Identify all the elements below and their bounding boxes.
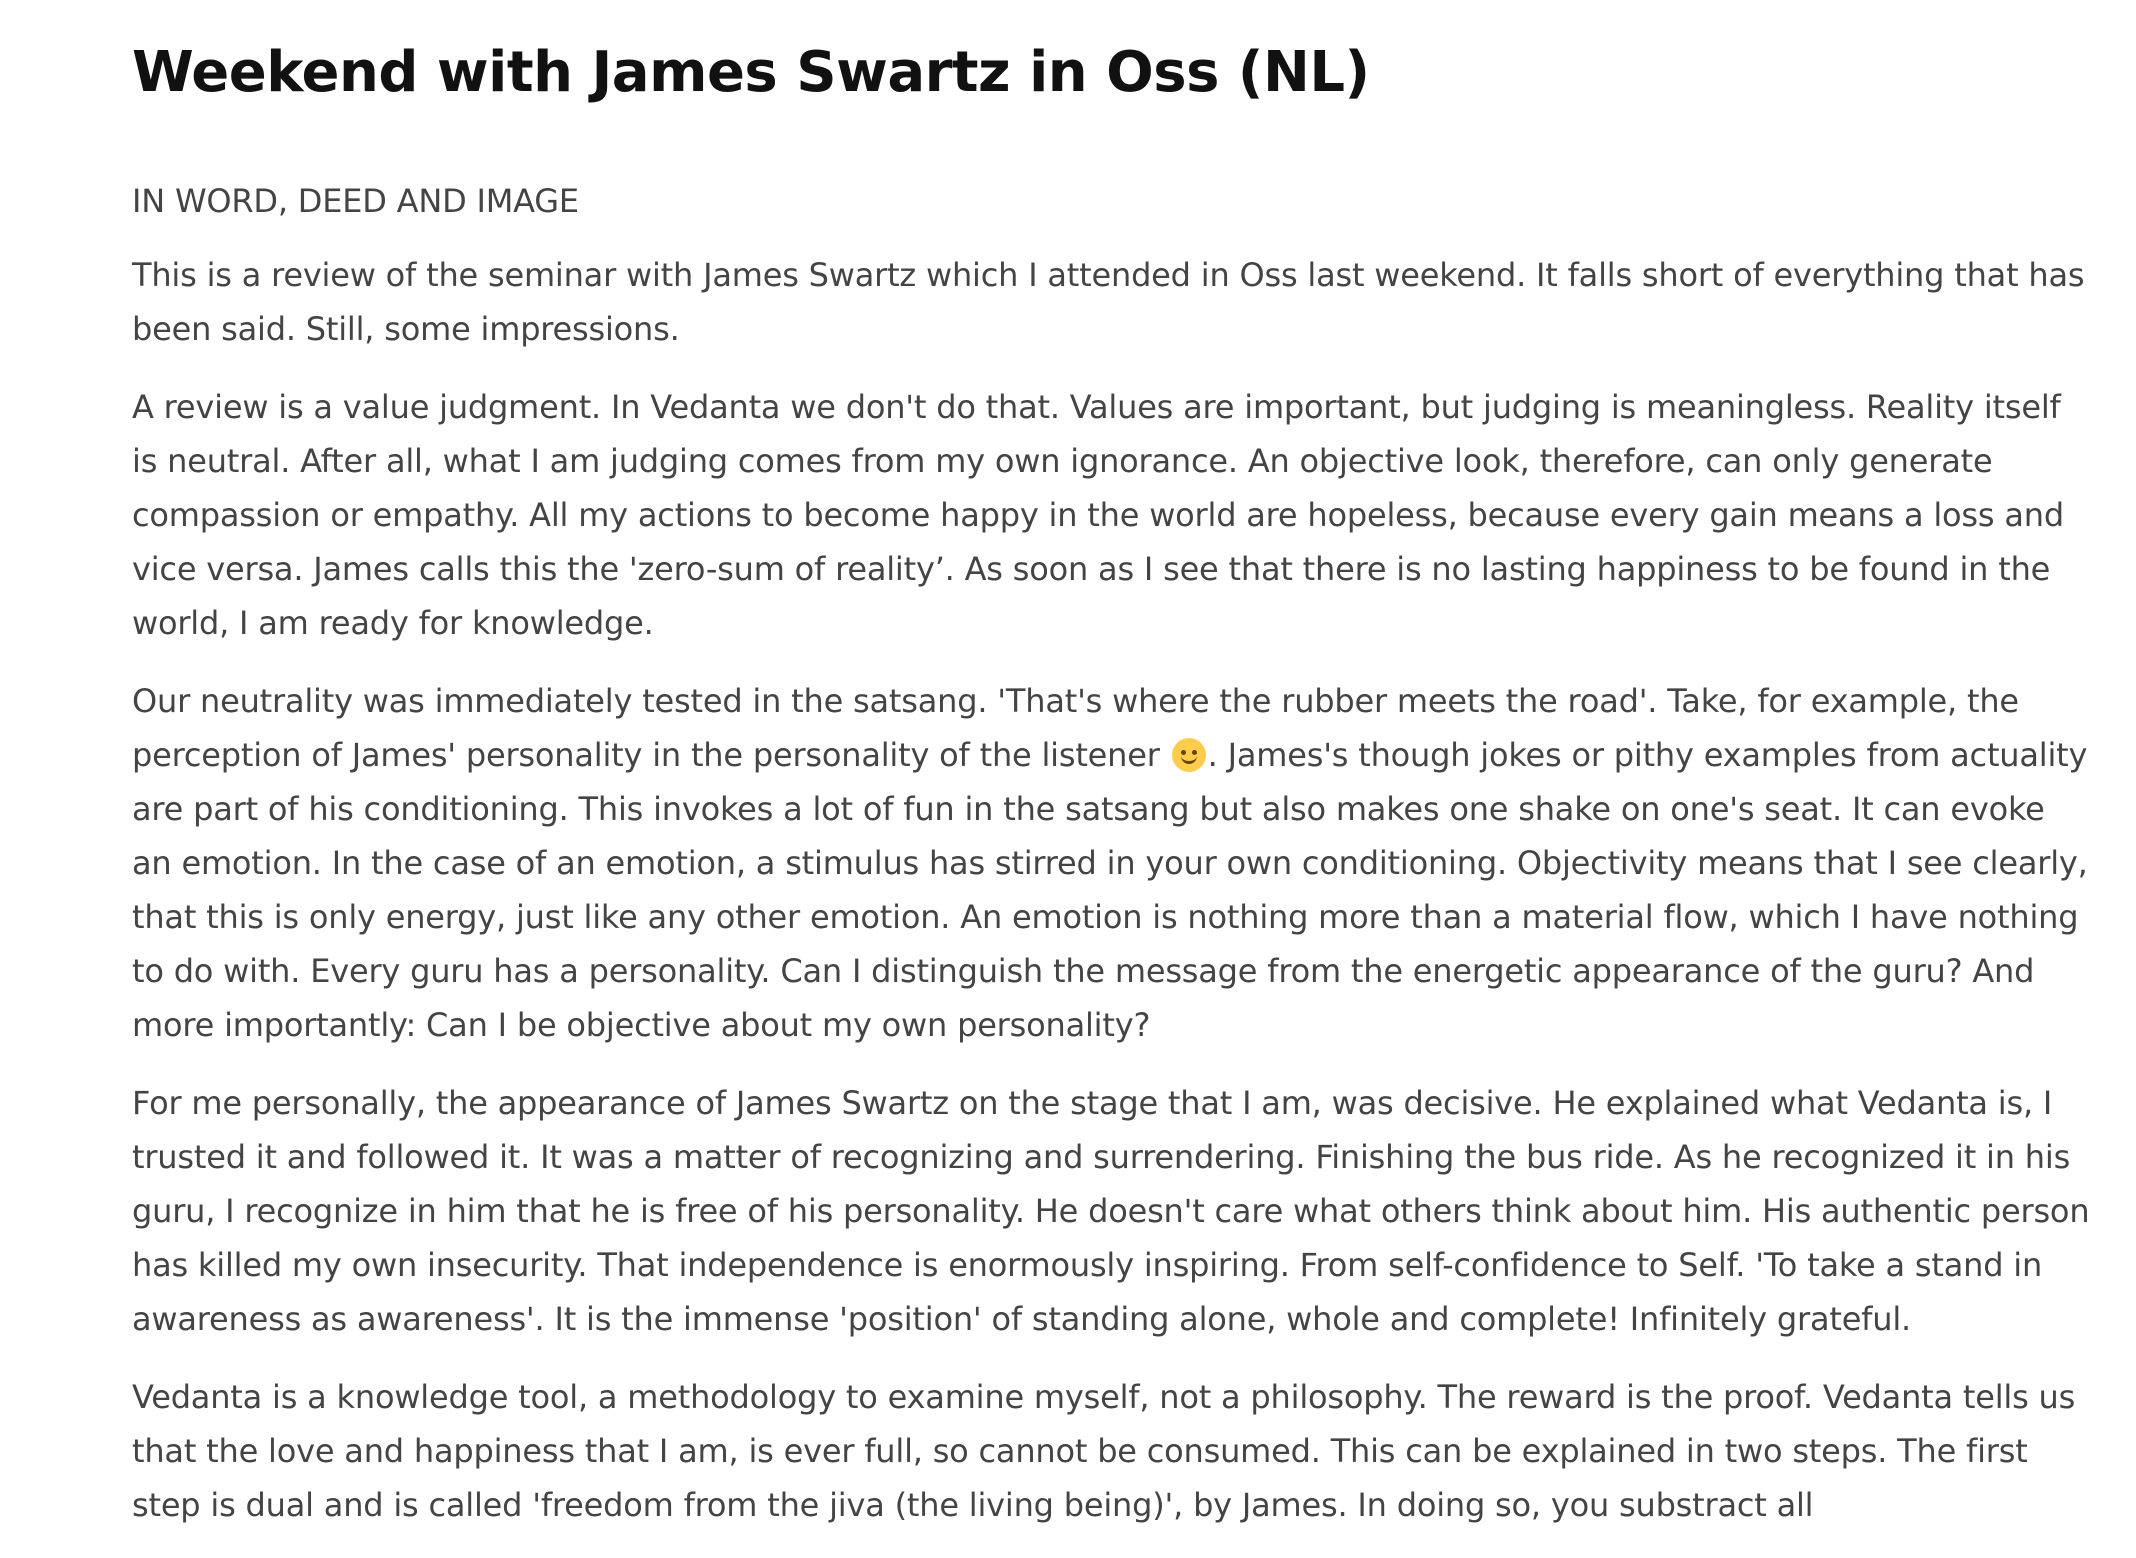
paragraph-review: A review is a value judgment. In Vedanta we don't do that. Values are important, but judging is meaningless. Reality itself is neutral. After all, what I am judging comes from my own ignorance. An objective look, therefore, can only generate compassion or empathy. All my actions to become happy in the world are hopeless, because every gain means a loss and vice versa. James calls this the 'zero-sum of reality’. As soon as I see that there is no lasting happiness to be found in the world, I am ready for knowledge.	[132, 388, 2064, 642]
paragraph-neutrality	[132, 674, 2092, 1052]
article-body	[132, 174, 2092, 1532]
paragraph-intro: This is a review of the seminar with James Swartz which I attended in Oss last weekend. It falls short of everything that has been said. Still, some impressions.	[132, 256, 2085, 348]
article-subheading: IN WORD, DEED AND IMAGE	[132, 182, 579, 220]
smiling-face-emoji-icon	[1172, 738, 1206, 772]
paragraph-knowledge-tool: Vedanta is a knowledge tool, a methodology to examine myself, not a philosophy. The reward is the proof. Vedanta tells us that the love and happiness that I am, is ever full, so cannot be consumed. This can be explained in two steps. The first step is dual and is called 'freedom from the jiva (the living being)', by James. In doing so, you substract all	[132, 1378, 2076, 1524]
page-title: Weekend with James Swartz in Oss (NL)	[132, 40, 1370, 105]
paragraph-personal: For me personally, the appearance of James Swartz on the stage that I am, was decisive. He explained what Vedanta is, I trusted it and followed it. It was a matter of recognizing and surrendering. Finishing the bus ride. As he recognized it in his guru, I recognize in him that he is free of his personality. He doesn't care what others think about him. His authentic person has killed my own insecurity. That independence is enormously inspiring. From self-confidence to Self. 'To take a stand in awareness as awareness'. It is the immense 'position' of standing alone, whole and complete! Infinitely grateful.	[132, 1084, 2090, 1338]
paragraph-neutrality-part-2: . James's though jokes or pithy examples from actuality are part of his conditioning. This invokes a lot of fun in the satsang but also makes one shake on one's seat. It can evoke an emotion. In the case of an emotion, a stimulus has stirred in your own conditioning. Objectivity means that I see clearly, that this is only energy, just like any other emotion. An emotion is nothing more than a material flow, which I have nothing to do with. Every guru has a personality. Can I distinguish the message from the energetic appearance of the guru? And more importantly: Can I be objective about my own personality?	[132, 736, 2088, 1044]
paragraph-neutrality-part-1: Our neutrality was immediately tested in the satsang. 'That's where the rubber meets the road'. Take, for example, the perception of James' personality in the personality of the listener	[132, 682, 2019, 774]
